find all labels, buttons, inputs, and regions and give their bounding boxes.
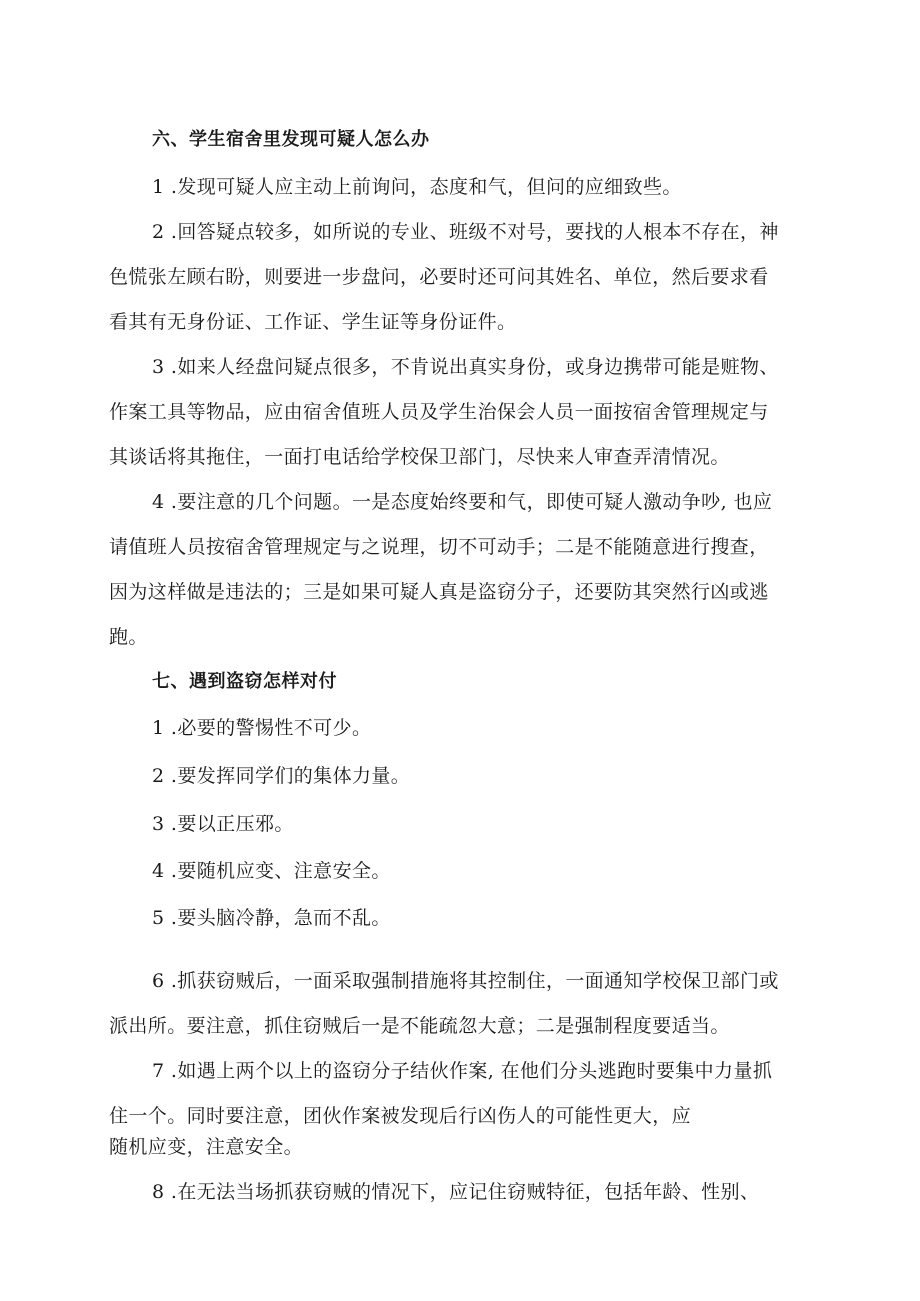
paragraph-line: 因为这样做是违法的；三是如果可疑人真是盗窃分子，还要防其突然行凶或逃 [109,581,769,603]
paragraph-line: 1 .必要的警惕性不可少。 [152,717,372,739]
section-heading: 七、遇到盗窃怎样对付 [152,671,337,692]
paragraph-line: 7 .如遇上两个以上的盗窃分子结伙作案, 在他们分头逃跑时要集中力量抓 [152,1060,773,1082]
paragraph-line: 随机应变，注意安全。 [109,1136,304,1158]
paragraph-line: 3 .如来人经盘问疑点很多，不肯说出真实身份，或身边携带可能是赃物、 [152,356,779,378]
paragraph-line: 色慌张左顾右盼，则要进一步盘问，必要时还可问其姓名、单位，然后要求看 [109,266,769,288]
paragraph-line: 请值班人员按宿舍管理规定与之说理，切不可动手；二是不能随意进行搜查， [109,536,769,558]
paragraph-line: 6 .抓获窃贼后，一面采取强制措施将其控制住，一面通知学校保卫部门或 [152,970,779,992]
paragraph-line: 跑。 [109,626,148,648]
section-heading: 六、学生宿舍里发现可疑人怎么办 [152,129,430,150]
paragraph-line: 其谈话将其拖住，一面打电话给学校保卫部门，尽快来人审查弄清情况。 [109,446,730,468]
paragraph-line: 住一个。同时要注意，团伙作案被发现后行凶伤人的可能性更大，应 [109,1105,692,1127]
paragraph-line: 看其有无身份证、工作证、学生证等身份证件。 [109,311,517,333]
paragraph-line: 4 .要注意的几个问题。一是态度始终要和气，即使可疑人激动争吵, 也应 [152,491,773,513]
paragraph-line: 2 .回答疑点较多，如所说的专业、班级不对号，要找的人根本不存在，神 [152,221,779,243]
paragraph-line: 2 .要发挥同学们的集体力量。 [152,765,411,787]
paragraph-line: 5 .要头脑冷静，急而不乱。 [152,907,391,929]
paragraph-line: 4 .要随机应变、注意安全。 [152,860,391,882]
paragraph-line: 3 .要以正压邪。 [152,813,294,835]
paragraph-line: 派出所。要注意，抓住窃贼后一是不能疏忽大意；二是强制程度要适当。 [109,1015,730,1037]
paragraph-line: 8 .在无法当场抓获窃贼的情况下，应记住窃贼特征，包括年龄、性别、 [152,1181,760,1203]
paragraph-line: 作案工具等物品，应由宿舍值班人员及学生治保会人员一面按宿舍管理规定与 [109,401,769,423]
paragraph-line: 1 .发现可疑人应主动上前询问，态度和气，但问的应细致些。 [152,176,682,198]
